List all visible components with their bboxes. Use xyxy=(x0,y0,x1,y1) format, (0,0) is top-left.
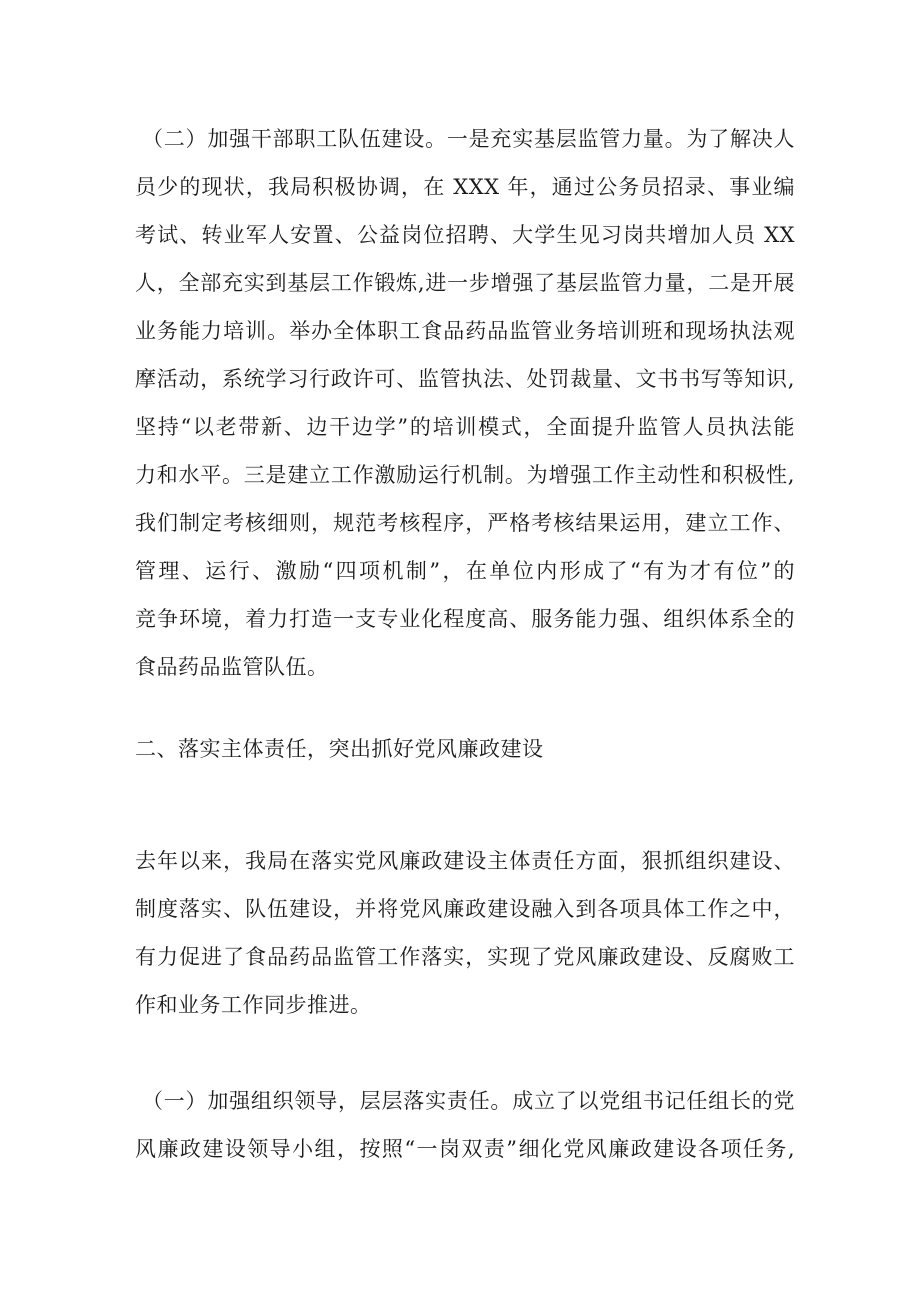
text-line: 作和业务工作同步推进。 xyxy=(135,993,372,1017)
text-line: 我们制定考核细则，规范考核程序，严格考核结果运用，建立工作、 xyxy=(135,511,795,535)
text-line: 业务能力培训。举办全体职工食品药品监管业务培训班和现场执法观 xyxy=(135,319,795,343)
text-line: 去年以来，我局在落实党风廉政建设主体责任方面，狠抓组织建设、 xyxy=(135,849,795,873)
text-line: 坚持“以老带新、边干边学”的培训模式，全面提升监管人员执法能 xyxy=(135,415,795,439)
text-line: 制度落实、队伍建设，并将党风廉政建设融入到各项具体工作之中， xyxy=(135,897,795,921)
text-line: （二）加强干部职工队伍建设。一是充实基层监管力量。为了解决人 xyxy=(142,127,795,151)
text-line: 摩活动，系统学习行政许可、监管执法、处罚裁量、文书书写等知识, xyxy=(135,367,795,391)
text-line: 风廉政建设领导小组，按照“一岗双责”细化党风廉政建设各项任务, xyxy=(135,1137,795,1161)
text-line: （一）加强组织领导，层层落实责任。成立了以党组书记任组长的党 xyxy=(142,1089,795,1113)
text-line: 有力促进了食品药品监管工作落实，实现了党风廉政建设、反腐败工 xyxy=(135,945,795,969)
text-line: 员少的现状，我局积极协调，在 XXX 年，通过公务员招录、事业编 xyxy=(135,175,795,199)
section-heading: 二、落实主体责任，突出抓好党风廉政建设 xyxy=(135,737,544,761)
text-line: 管理、运行、激励“四项机制”，在单位内形成了“有为才有位”的 xyxy=(135,559,795,583)
text-line: 考试、转业军人安置、公益岗位招聘、大学生见习岗共增加人员 XX xyxy=(135,223,795,247)
text-line: 竞争环境，着力打造一支专业化程度高、服务能力强、组织体系全的 xyxy=(135,607,795,631)
text-line: 力和水平。三是建立工作激励运行机制。为增强工作主动性和积极性, xyxy=(135,463,795,487)
text-line: 人，全部充实到基层工作锻炼,进一步增强了基层监管力量，二是开展 xyxy=(135,271,795,295)
text-line: 食品药品监管队伍。 xyxy=(135,655,329,679)
